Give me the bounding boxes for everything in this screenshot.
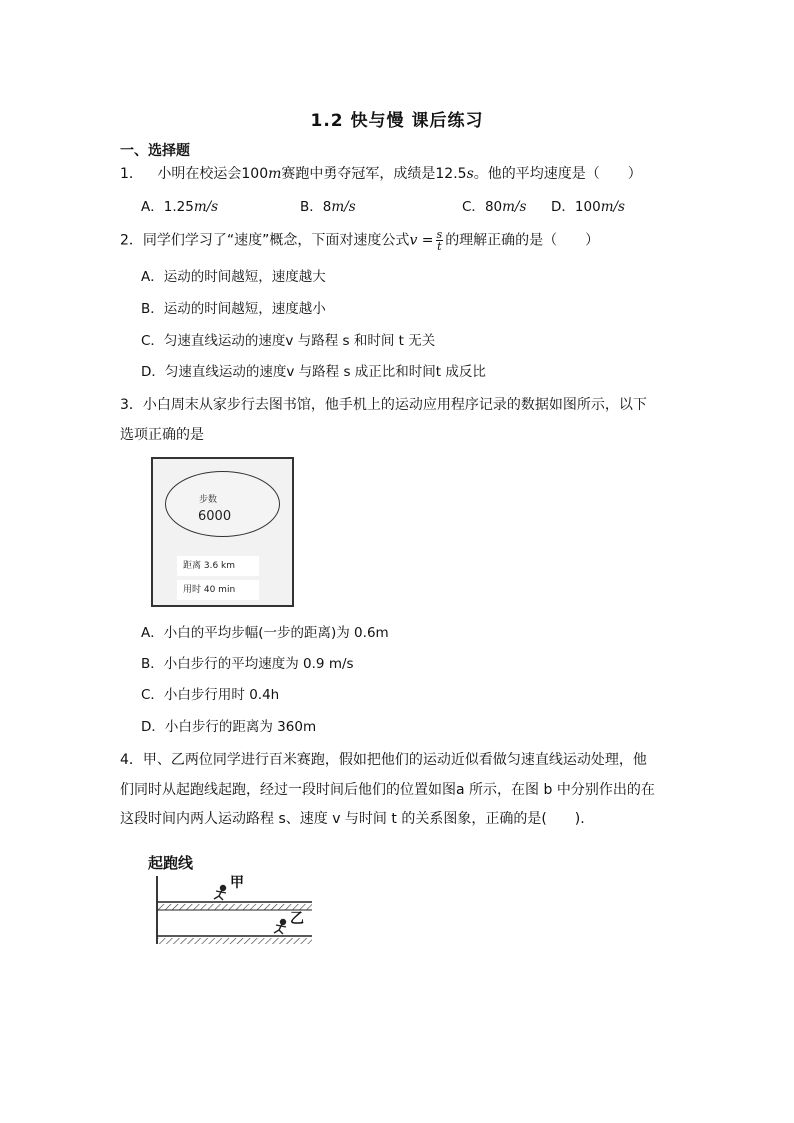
- steps-ellipse: [165, 471, 280, 537]
- question-text: 小白周末从家步行去图书馆，他手机上的运动应用程序记录的数据如图所示，以下: [142, 397, 647, 413]
- lane-divider: [157, 904, 312, 910]
- runner-a-label: 甲: [230, 875, 244, 891]
- question-text: 赛跑中勇夺冠军，成绩是: [281, 166, 436, 182]
- start-line-label: 起跑线: [148, 854, 194, 872]
- question-3-line-2: 选项正确的是: [120, 427, 204, 443]
- distance-value: 100: [241, 166, 269, 182]
- steps-label: 步数: [199, 495, 218, 505]
- option-b[interactable]: B．8m/s: [300, 199, 356, 215]
- steps-value: 6000: [198, 509, 232, 524]
- time-readout: 用时 40 min: [177, 580, 259, 600]
- option-c[interactable]: C．小白步行用时 0.4h: [141, 687, 280, 703]
- option-a[interactable]: A．运动的时间越短，速度越大: [141, 269, 326, 285]
- option-b[interactable]: B．运动的时间越短，速度越小: [141, 301, 326, 317]
- question-4: [120, 749, 647, 771]
- option-a[interactable]: A．1.25m/s: [141, 199, 219, 215]
- option-d[interactable]: D．小白步行的距离为 360m: [141, 719, 317, 735]
- option-c[interactable]: C．80m/s: [462, 199, 527, 215]
- formula-lhs: v =: [409, 232, 434, 249]
- time-value: 12.5: [435, 166, 467, 182]
- question-text: 的理解正确的是（ ）: [445, 232, 600, 249]
- question-text: 同学们学习了“速度”概念，下面对速度公式: [142, 232, 410, 249]
- question-number: 3．: [120, 397, 143, 413]
- question-text: 小明在校运会: [157, 166, 242, 182]
- lane-bottom-hatch: [157, 938, 312, 944]
- option-a[interactable]: A．小白的平均步幅(一步的距离)为 0.6m: [141, 625, 389, 641]
- runner-b-label: 乙: [290, 911, 304, 927]
- option-d[interactable]: D．100m/s: [551, 199, 625, 215]
- section-heading: 一、选择题: [120, 143, 190, 159]
- fitness-app-screenshot: [151, 457, 294, 607]
- option-d[interactable]: D．匀速直线运动的速度v 与路程 s 成正比和时间t 成反比: [141, 364, 486, 380]
- question-1: [120, 163, 642, 185]
- question-text: 。他的平均速度是（ ）: [473, 166, 642, 182]
- runner-a-icon: [214, 886, 226, 901]
- distance-readout: 距离 3.6 km: [177, 556, 259, 576]
- question-4-line-3: 这段时间内两人运动路程 s、速度 v 与时间 t 的关系图象，正确的是( ).: [120, 811, 585, 827]
- option-b[interactable]: B．小白步行的平均速度为 0.9 m/s: [141, 656, 354, 672]
- runner-b-icon: [274, 920, 286, 935]
- option-c[interactable]: C．匀速直线运动的速度v 与路程 s 和时间 t 无关: [141, 333, 436, 349]
- question-2: [120, 229, 599, 252]
- unit-m: m: [268, 166, 282, 182]
- question-text: 甲、乙两位同学进行百米赛跑，假如把他们的运动近似看做匀速直线运动处理，他: [142, 752, 647, 768]
- question-4-line-2: 们同时从起跑线起跑，经过一段时间后他们的位置如图a 所示，在图 b 中分别作出的在: [120, 782, 655, 798]
- unit-s: s: [466, 166, 474, 182]
- speed-formula-fraction: $\frac{s}{t}$: [436, 228, 443, 253]
- page-title: 1.2 快与慢 课后练习: [310, 111, 484, 131]
- question-number: 2．: [120, 232, 143, 249]
- question-number: 1．: [120, 166, 143, 182]
- question-number: 4．: [120, 752, 143, 768]
- question-3: [120, 394, 647, 416]
